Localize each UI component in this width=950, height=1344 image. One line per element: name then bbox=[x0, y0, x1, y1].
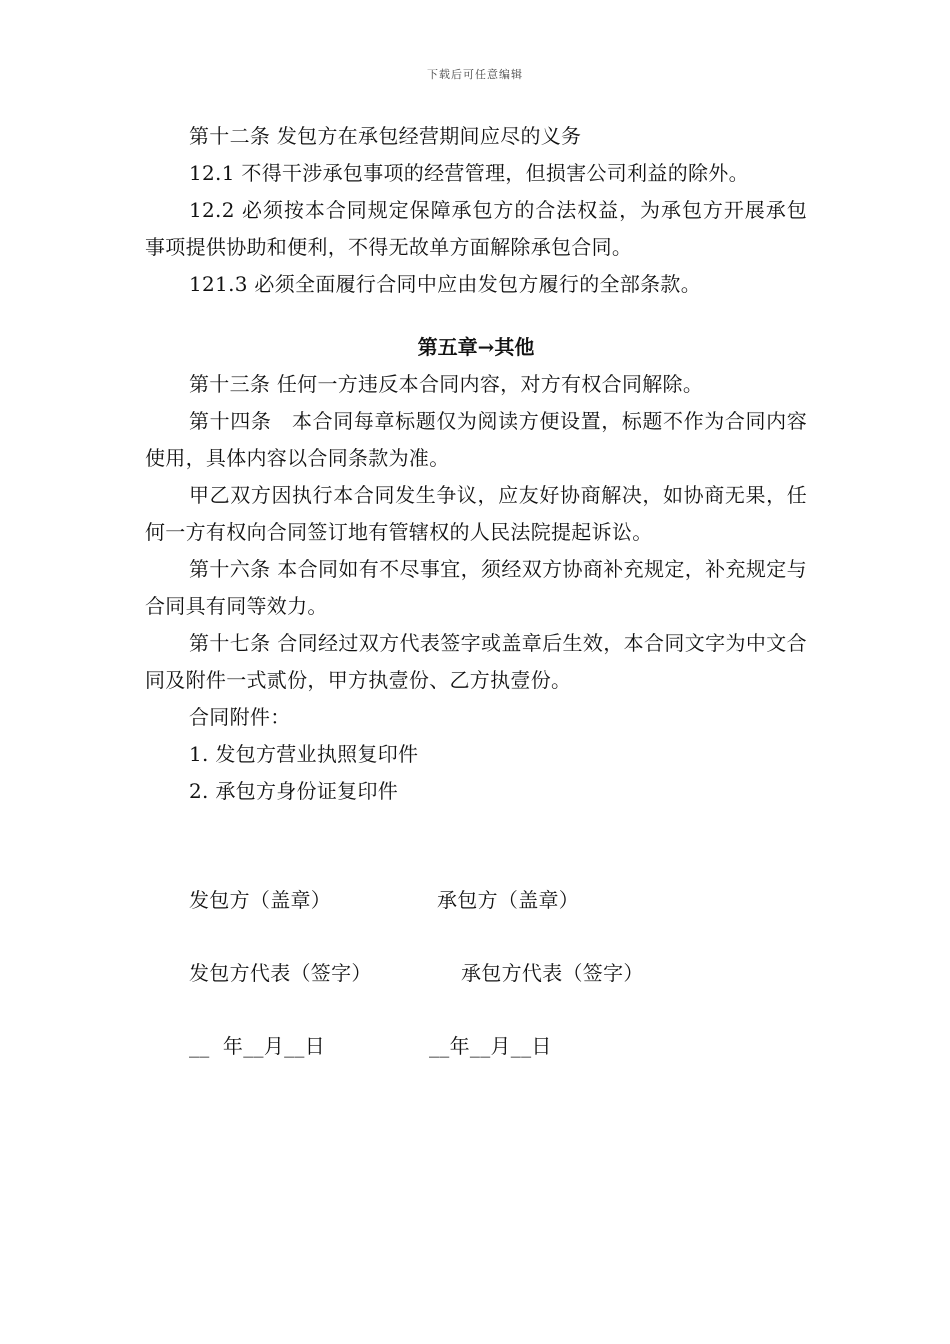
attachment-2: 2. 承包方身份证复印件 bbox=[189, 779, 399, 803]
party-a-seal: 发包方（盖章） bbox=[189, 888, 332, 912]
seal-row bbox=[145, 882, 807, 919]
clause-12-1: 12.1 不得干涉承包事项的经营管理，但损害公司利益的除外。 bbox=[189, 161, 749, 185]
article-16: 第十六条 本合同如有不尽事宜，须经双方协商补充规定，补充规定与合同具有同等效力。 bbox=[145, 557, 807, 618]
article-13: 第十三条 任何一方违反本合同内容，对方有权合同解除。 bbox=[189, 372, 704, 396]
party-b-representative: 承包方代表（签字） bbox=[461, 961, 644, 985]
chapter-5-title: 第五章→其他 bbox=[417, 335, 535, 359]
document-body bbox=[145, 118, 807, 1065]
article-14: 第十四条 本合同每章标题仅为阅读方便设置，标题不作为合同内容使用，具体内容以合同条款为准。 bbox=[145, 409, 807, 470]
party-b-seal: 承包方（盖章） bbox=[437, 888, 580, 912]
article-12-title: 第十二条 发包方在承包经营期间应尽的义务 bbox=[189, 124, 582, 148]
date-row bbox=[145, 1028, 807, 1065]
clause-12-2: 12.2 必须按本合同规定保障承包方的合法权益，为承包方开展承包事项提供协助和便利，不得无故单方面解除承包合同。 bbox=[145, 198, 807, 259]
party-a-date: __ 年__月__日 bbox=[189, 1034, 326, 1058]
party-b-date: __年__月__日 bbox=[429, 1034, 552, 1058]
dispute-clause: 甲乙双方因执行本合同发生争议，应友好协商解决，如协商无果，任何一方有权向合同签订地有管辖权的人民法院提起诉讼。 bbox=[145, 483, 807, 544]
representative-row bbox=[145, 955, 807, 992]
article-17: 第十七条 合同经过双方代表签字或盖章后生效，本合同文字为中文合同及附件一式贰份，甲方执壹份、乙方执壹份。 bbox=[145, 631, 807, 692]
party-a-representative: 发包方代表（签字） bbox=[189, 961, 372, 985]
clause-12-3: 121.3 必须全面履行合同中应由发包方履行的全部条款。 bbox=[189, 272, 702, 296]
attachment-1: 1. 发包方营业执照复印件 bbox=[189, 742, 419, 766]
attachments-label: 合同附件： bbox=[189, 705, 291, 729]
signature-block bbox=[145, 882, 807, 1065]
header-note: 下载后可任意编辑 bbox=[427, 68, 523, 81]
